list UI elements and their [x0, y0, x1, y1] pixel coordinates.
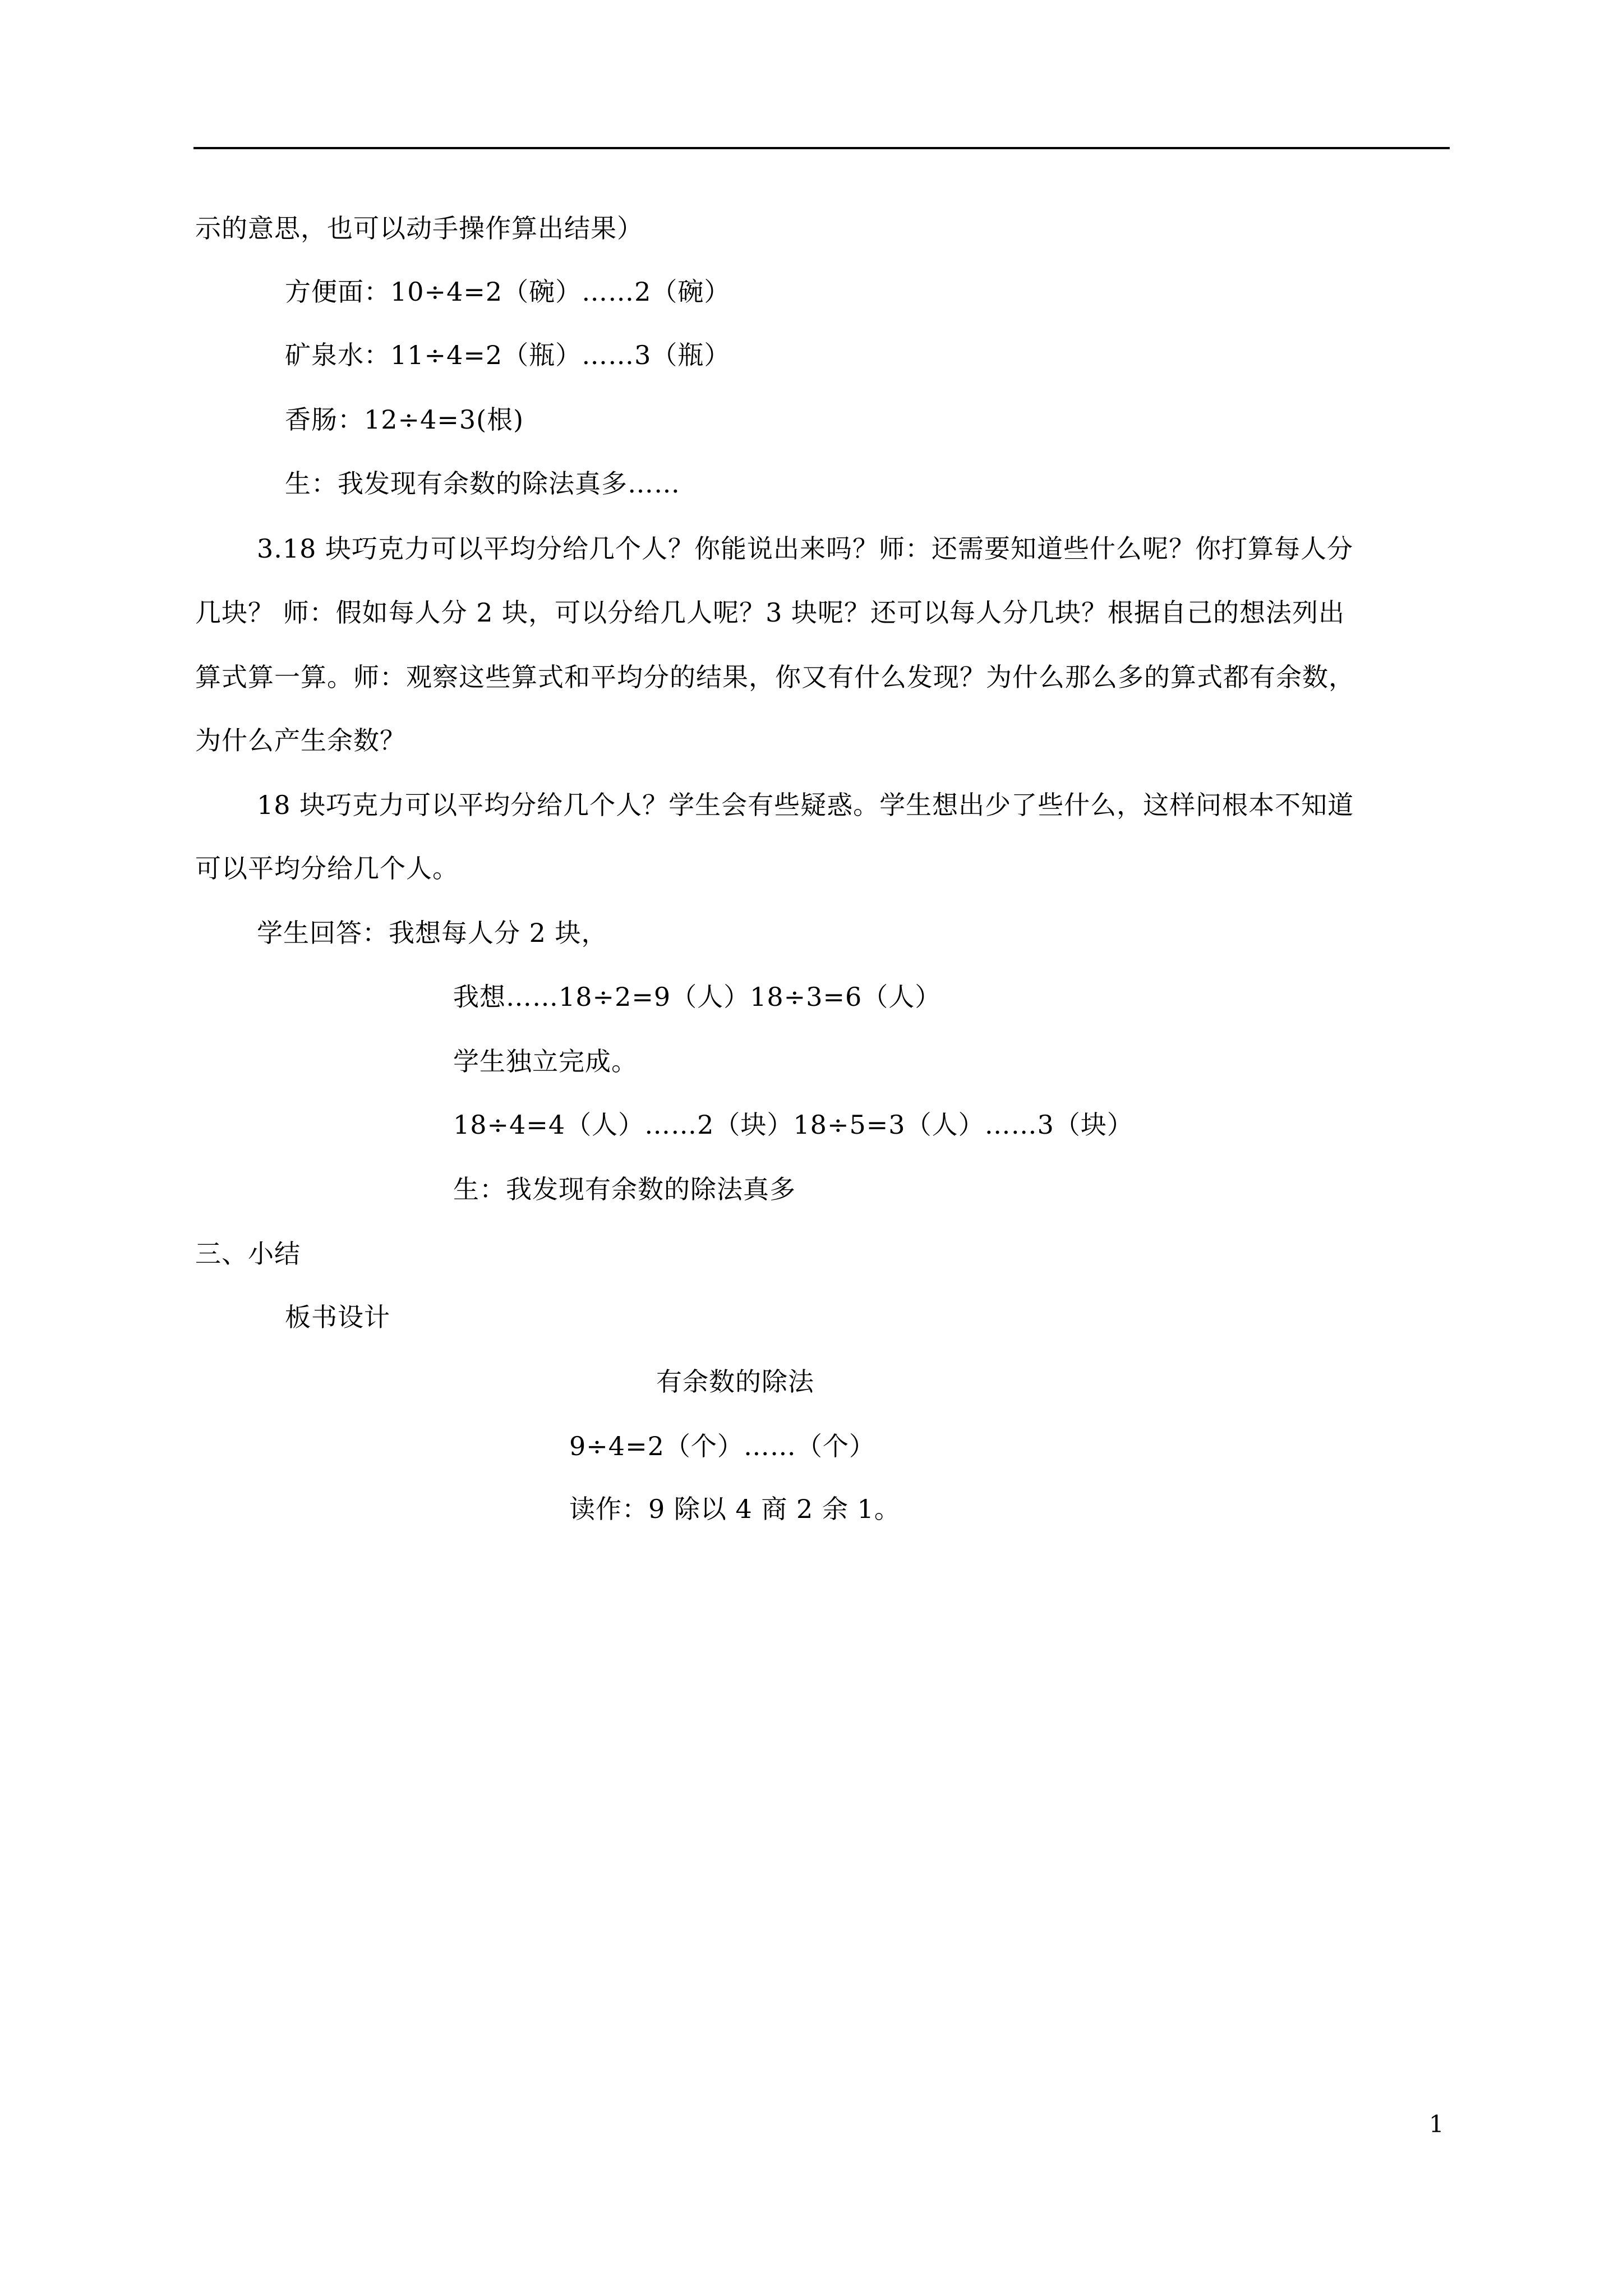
board-equation: 9÷4=2（个）……（个）	[569, 1431, 875, 1461]
section-heading-summary: 三、小结	[195, 1239, 301, 1269]
text-line-student-remark-2: 生：我发现有余数的除法真多	[453, 1174, 796, 1204]
text-line-independent: 学生独立完成。	[453, 1046, 638, 1076]
paragraph-3-line-3: 算式算一算。师：观察这些算式和平均分的结果，你又有什么发现？为什么那么多的算式都有余数，	[195, 662, 1355, 692]
header-rule	[193, 147, 1450, 149]
board-title: 有余数的除法	[656, 1366, 814, 1397]
text-line-equations-1: 我想……18÷2=9（人）18÷3=6（人）	[453, 982, 942, 1012]
text-line-student-remark: 生：我发现有余数的除法真多……	[285, 468, 680, 499]
text-line-sausage: 香肠：12÷4=3(根)	[285, 404, 524, 435]
paragraph-3-line-1: 3.18 块巧克力可以平均分给几个人？你能说出来吗？师：还需要知道些什么呢？你打算每人分	[257, 533, 1354, 564]
paragraph-3-line-4: 为什么产生余数？	[195, 725, 406, 756]
text-line-student-answer: 学生回答：我想每人分 2 块，	[257, 918, 608, 948]
text-line-equations-2: 18÷4=4（人）……2（块）18÷5=3（人）……3（块）	[453, 1110, 1133, 1140]
paragraph-chocolate-line-2: 可以平均分给几个人。	[195, 853, 459, 884]
page-number: 1	[1429, 2110, 1444, 2138]
text-line-blackboard-design: 板书设计	[285, 1302, 390, 1332]
paragraph-3-line-2: 几块？ 师：假如每人分 2 块，可以分给几人呢？3 块呢？还可以每人分几块？根据自己的想法列出	[195, 597, 1345, 628]
paragraph-chocolate-line-1: 18 块巧克力可以平均分给几个人？学生会有些疑惑。学生想出少了些什么，这样问根本不知道	[257, 790, 1354, 820]
board-reading: 读作：9 除以 4 商 2 余 1。	[569, 1494, 901, 1524]
text-line-instant-noodles: 方便面：10÷4=2（碗）……2（碗）	[285, 277, 731, 307]
text-line-mineral-water: 矿泉水：11÷4=2（瓶）……3（瓶）	[285, 340, 731, 370]
text-line-continuation: 示的意思，也可以动手操作算出结果）	[195, 213, 643, 243]
